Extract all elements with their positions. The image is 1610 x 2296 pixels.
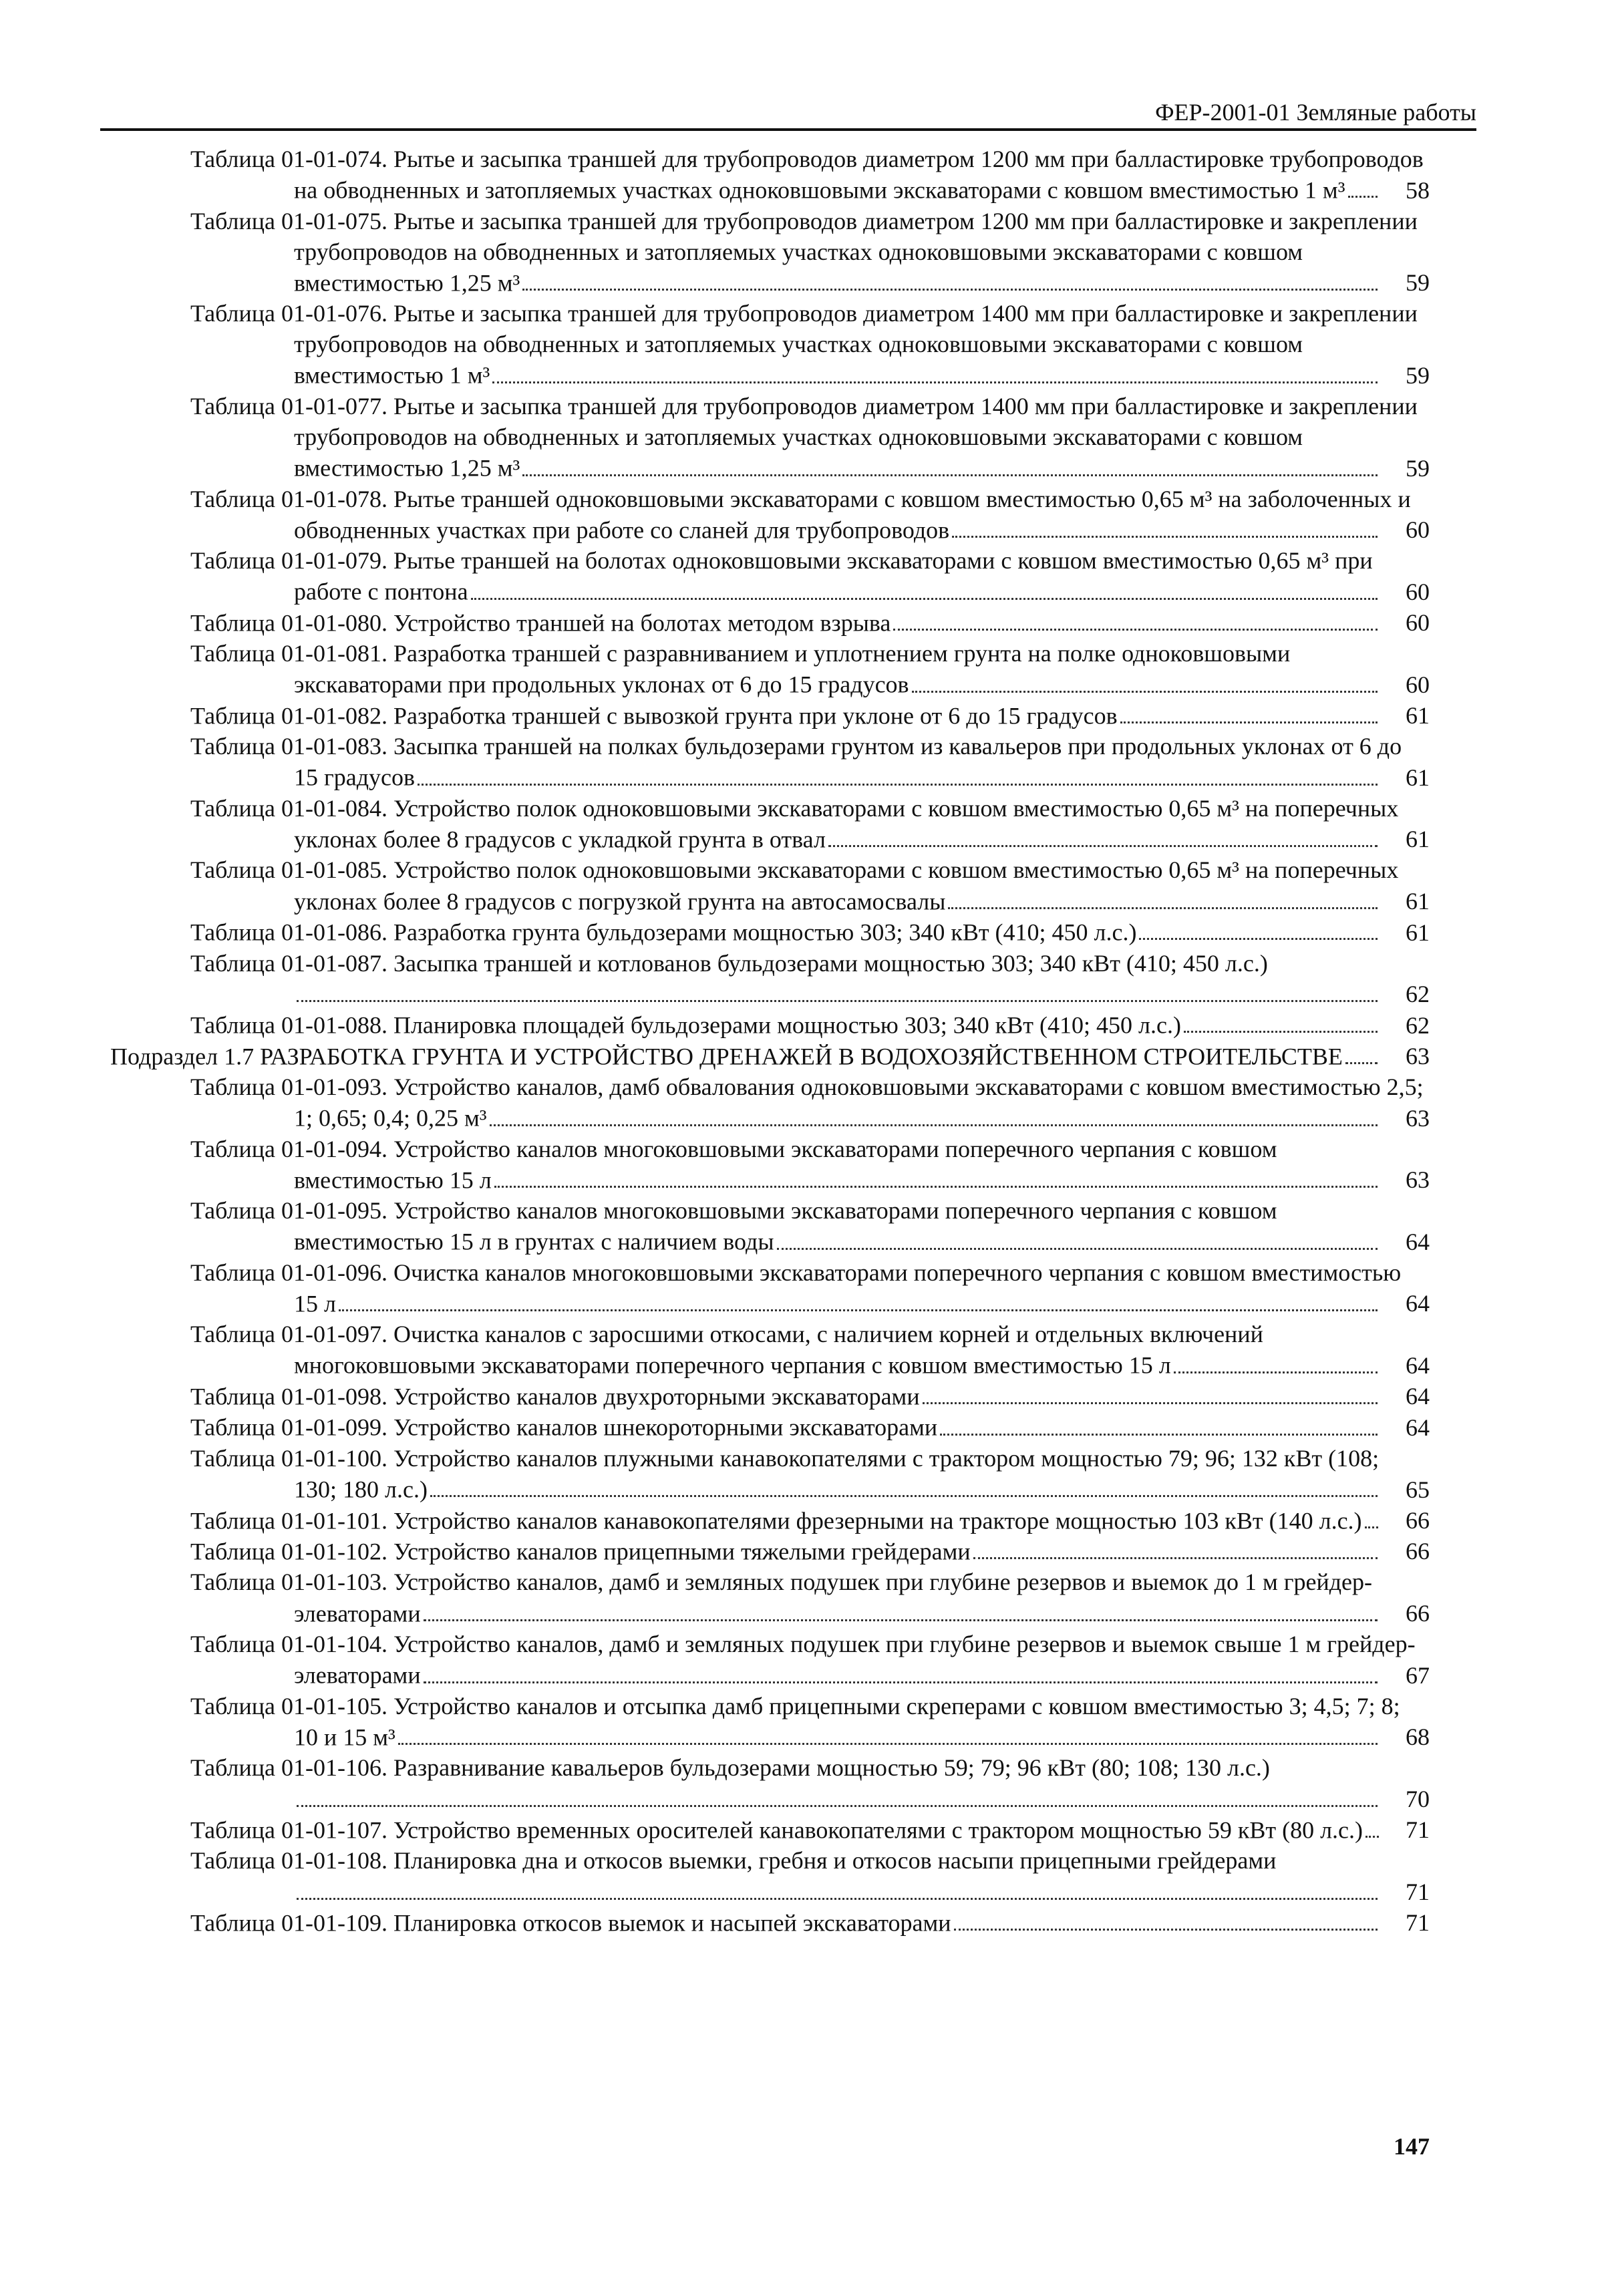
toc-entry-page: 71 (1406, 1878, 1430, 1905)
toc-entry-title: Таблица 01-01-105. Устройство каналов и отсыпка дамб прицепными скреперами с ковшом вместимостью 3; 4,5; 7; 8; 10 и 15 м³ (190, 1692, 1400, 1751)
toc-entry-page: 68 (1406, 1724, 1430, 1751)
dot-leader (297, 979, 1378, 1002)
dot-leader (398, 1721, 1378, 1745)
toc-entry-page: 63 (1406, 1104, 1430, 1132)
toc-entry-page: 63 (1406, 1166, 1430, 1194)
toc-entry-page: 65 (1406, 1476, 1430, 1503)
toc-entry-title: Таблица 01-01-076. Рытье и засыпка траншей для трубопроводов диаметром 1400 мм при балластировке и закреплении трубопроводов на обводненных и затопляемых участках одноковшовыми экскаваторами с ковшом вместимостью 1 м³ (190, 300, 1418, 389)
dot-leader (973, 1536, 1378, 1559)
toc-entry-title: Таблица 01-01-102. Устройство каналов прицепными тяжелыми грейдерами (190, 1538, 971, 1565)
toc-entry-page: 60 (1406, 578, 1430, 605)
toc-table-entry[interactable] (0, 1381, 1610, 1412)
toc-table-entry[interactable] (0, 1443, 1610, 1505)
toc-table-entry[interactable] (0, 607, 1610, 638)
toc-entry-title: Таблица 01-01-107. Устройство временных оросителей канавокопателями с трактором мощностью 59 кВт (80 л.с.) (190, 1816, 1363, 1844)
toc-table-entry[interactable] (0, 1567, 1610, 1629)
toc-entry-page: 60 (1406, 516, 1430, 544)
toc-entry-title: Таблица 01-01-095. Устройство каналов многоковшовыми экскаваторами поперечного черпания с ковшом вместимостью 15 л в грунтах с наличием воды (190, 1197, 1277, 1255)
toc-table-entry[interactable] (0, 1319, 1610, 1381)
toc-table-entry[interactable] (0, 298, 1610, 391)
toc-entry-title: Таблица 01-01-079. Рытье траншей на болотах одноковшовыми экскаваторами с ковшом вместимостью 0,65 м³ при работе с понтона (190, 547, 1373, 605)
toc-entry-page: 70 (1406, 1785, 1430, 1812)
toc-entry-title: Таблица 01-01-081. Разработка траншей с разравниванием и уплотнением грунта на полке одноковшовыми экскаваторами при продольных уклонах от 6 до 15 градусов (190, 640, 1291, 698)
toc-table-entry[interactable] (0, 144, 1610, 206)
toc-table-entry[interactable] (0, 638, 1610, 700)
toc-table-entry[interactable] (0, 1536, 1610, 1567)
toc-entry-title: Таблица 01-01-108. Планировка дна и откосов выемки, гребня и откосов насыпи прицепными грейдерами (190, 1847, 1277, 1874)
dot-leader (1345, 1041, 1378, 1064)
dot-leader (1184, 1009, 1378, 1033)
toc-entry-title: Таблица 01-01-096. Очистка каналов многоковшовыми экскаваторами поперечного черпания с ковшом вместимостью 15 л (190, 1259, 1402, 1317)
dot-leader (522, 452, 1378, 476)
table-of-contents (0, 144, 1610, 1938)
toc-entry-page: 61 (1406, 888, 1430, 915)
toc-table-entry[interactable] (0, 545, 1610, 607)
toc-entry-page: 64 (1406, 1351, 1430, 1379)
dot-leader (418, 762, 1378, 785)
toc-entry-title: Таблица 01-01-101. Устройство каналов канавокопателями фрезерными на тракторе мощностью 103 кВт (140 л.с.) (190, 1506, 1362, 1534)
toc-table-entry[interactable] (0, 731, 1610, 793)
toc-entry-title: Таблица 01-01-074. Рытье и засыпка траншей для трубопроводов диаметром 1200 мм при балластировке трубопроводов на обводненных и затопляемых участках одноковшовыми экскаваторами с ковшом вместимостью 1 м³ (190, 146, 1424, 204)
dot-leader (1120, 700, 1378, 723)
toc-table-entry[interactable] (0, 1629, 1610, 1691)
toc-entry-page: 61 (1406, 919, 1430, 946)
dot-leader (424, 1598, 1378, 1621)
toc-entry-title: Таблица 01-01-100. Устройство каналов плужными канавокопателями с трактором мощностью 79; 96; 132 кВт (108; 130; 180 л.с.) (190, 1444, 1380, 1503)
toc-entry-title: Таблица 01-01-083. Засыпка траншей на полках бульдозерами грунтом из кавальеров при продольных уклонах от 6 до 15 градусов (190, 733, 1402, 791)
toc-table-entry[interactable] (0, 1134, 1610, 1196)
toc-entry-page: 61 (1406, 764, 1430, 791)
dot-leader (1348, 174, 1378, 198)
toc-table-entry[interactable] (0, 1752, 1610, 1814)
toc-entry-page: 59 (1406, 269, 1430, 297)
toc-table-entry[interactable] (0, 854, 1610, 917)
toc-entry-page: 60 (1406, 671, 1430, 698)
dot-leader (948, 886, 1378, 909)
toc-table-entry[interactable] (0, 391, 1610, 484)
toc-entry-title: Таблица 01-01-099. Устройство каналов шнекороторными экскаваторами (190, 1414, 938, 1441)
dot-leader (471, 576, 1378, 599)
toc-entry-page: 64 (1406, 1228, 1430, 1255)
toc-entry-title: Таблица 01-01-078. Рытье траншей одноковшовыми экскаваторами с ковшом вместимостью 0,65 м³ на заболоченных и обводненных участках при работе со сланей для трубопроводов (190, 485, 1411, 544)
toc-entry-page: 67 (1406, 1661, 1430, 1689)
toc-entry-page: 71 (1406, 1816, 1430, 1844)
toc-table-entry[interactable] (0, 1072, 1610, 1134)
dot-leader (912, 669, 1378, 692)
toc-table-entry[interactable] (0, 1691, 1610, 1753)
toc-entry-page: 64 (1406, 1414, 1430, 1441)
toc-entry-title: Таблица 01-01-098. Устройство каналов двухроторными экскаваторами (190, 1383, 920, 1410)
toc-table-entry[interactable] (0, 1195, 1610, 1257)
dot-leader (430, 1474, 1378, 1497)
toc-entry-page: 61 (1406, 826, 1430, 853)
toc-entry-page: 60 (1406, 609, 1430, 637)
toc-entry-page: 66 (1406, 1600, 1430, 1627)
toc-entry-page: 66 (1406, 1506, 1430, 1534)
dot-leader (424, 1659, 1378, 1683)
toc-entry-page: 62 (1406, 981, 1430, 1008)
toc-entry-page: 64 (1406, 1290, 1430, 1317)
toc-entry-title: Таблица 01-01-088. Планировка площадей бульдозерами мощностью 303; 340 кВт (410; 450 л.с.) (190, 1011, 1181, 1039)
toc-table-entry[interactable] (0, 206, 1610, 299)
toc-entry-title: Таблица 01-01-084. Устройство полок одноковшовыми экскаваторами с ковшом вместимостью 0,65 м³ на поперечных уклонах более 8 градусов с укладкой грунта в отвал (190, 794, 1399, 853)
toc-table-entry[interactable] (0, 917, 1610, 947)
dot-leader (1174, 1349, 1378, 1373)
toc-entry-title: Таблица 01-01-097. Очистка каналов с заросшими откосами, с наличием корней и отдельных включений многоковшовыми экскаваторами поперечного черпания с ковшом вместимостью 15 л (190, 1321, 1263, 1379)
toc-table-entry[interactable] (0, 1814, 1610, 1845)
running-header (100, 94, 1476, 131)
toc-entry-title: Таблица 01-01-086. Разработка грунта бульдозерами мощностью 303; 340 кВт (410; 450 л.с.) (190, 919, 1137, 946)
toc-entry-page: 58 (1406, 176, 1430, 204)
toc-table-entry[interactable] (0, 1412, 1610, 1442)
toc-table-entry[interactable] (0, 484, 1610, 546)
toc-entry-page: 71 (1406, 1909, 1430, 1937)
header-title: ФЕР-2001-01 Земляные работы (1155, 99, 1476, 126)
dot-leader (940, 1412, 1378, 1435)
toc-entry-title: Таблица 01-01-077. Рытье и засыпка траншей для трубопроводов диаметром 1400 мм при балластировке и закреплении трубопроводов на обводненных и затопляемых участках одноковшовыми экскаваторами с ковшом вместимостью 1,25 м³ (190, 392, 1418, 482)
dot-leader (1365, 1505, 1378, 1528)
dot-leader (923, 1381, 1378, 1404)
toc-entry-title: Таблица 01-01-087. Засыпка траншей и котлованов бульдозерами мощностью 303; 340 кВт (410; 450 л.с.) (190, 949, 1268, 977)
dot-leader (777, 1226, 1378, 1249)
toc-entry-title: Таблица 01-01-075. Рытье и засыпка траншей для трубопроводов диаметром 1200 мм при балластировке и закреплении трубопроводов на обводненных и затопляемых участках одноковшовыми экскаваторами с ковшом вместимостью 1,25 м³ (190, 207, 1418, 297)
dot-leader (494, 1164, 1378, 1188)
toc-table-entry[interactable] (0, 1907, 1610, 1938)
dot-leader (297, 1876, 1378, 1899)
dot-leader (952, 514, 1378, 538)
toc-entry-title: Таблица 01-01-082. Разработка траншей с вывозкой грунта при уклоне от 6 до 15 градусов (190, 702, 1118, 729)
dot-leader (893, 607, 1378, 631)
toc-table-entry[interactable] (0, 700, 1610, 731)
toc-entry-title: Таблица 01-01-103. Устройство каналов, дамб и земляных подушек при глубине резервов и выемок до 1 м грейдер-элеваторами (190, 1569, 1373, 1627)
dot-leader (492, 359, 1378, 383)
dot-leader (1365, 1814, 1379, 1838)
toc-entry-title: Таблица 01-01-094. Устройство каналов многоковшовыми экскаваторами поперечного черпания с ковшом вместимостью 15 л (190, 1135, 1277, 1194)
toc-table-entry[interactable] (0, 1009, 1610, 1040)
toc-entry-page: 64 (1406, 1383, 1430, 1410)
page-number: 147 (1394, 2133, 1430, 2160)
dot-leader (297, 1783, 1378, 1806)
toc-entry-title: Таблица 01-01-109. Планировка откосов выемок и насыпей экскаваторами (190, 1909, 951, 1937)
toc-table-entry[interactable] (0, 1257, 1610, 1319)
dot-leader (522, 267, 1378, 291)
toc-entry-page: 59 (1406, 454, 1430, 482)
dot-leader (954, 1907, 1378, 1931)
toc-table-entry[interactable] (0, 948, 1610, 1010)
toc-table-entry[interactable] (0, 793, 1610, 855)
dot-leader (1139, 917, 1378, 940)
toc-table-entry[interactable] (0, 1505, 1610, 1536)
toc-entry-title: Таблица 01-01-104. Устройство каналов, дамб и земляных подушек при глубине резервов и выемок свыше 1 м грейдер-элеваторами (190, 1631, 1416, 1689)
toc-table-entry[interactable] (0, 1845, 1610, 1907)
toc-entry-title: Таблица 01-01-106. Разравнивание кавальеров бульдозерами мощностью 59; 79; 96 кВт (80; 108; 130 л.с.) (190, 1754, 1270, 1782)
toc-entry-page: 59 (1406, 361, 1430, 389)
toc-entry-title: Подраздел 1.7 РАЗРАБОТКА ГРУНТА И УСТРОЙСТВО ДРЕНАЖЕЙ В ВОДОХОЗЯЙСТВЕННОМ СТРОИТЕЛЬСТВЕ (110, 1042, 1343, 1070)
toc-entry-page: 62 (1406, 1011, 1430, 1039)
dot-leader (828, 824, 1378, 847)
toc-entry-title: Таблица 01-01-093. Устройство каналов, дамб обвалования одноковшовыми экскаваторами с ковшом вместимостью 2,5; 1; 0,65; 0,4; 0,25 м³ (190, 1074, 1424, 1132)
toc-entry-title: Таблица 01-01-085. Устройство полок одноковшовыми экскаваторами с ковшом вместимостью 0,65 м³ на поперечных уклонах более 8 градусов с погрузкой грунта на автосамосвалы (190, 856, 1399, 915)
dot-leader (339, 1288, 1378, 1311)
dot-leader (490, 1102, 1378, 1126)
toc-entry-title: Таблица 01-01-080. Устройство траншей на болотах методом взрыва (190, 609, 891, 637)
toc-entry-page: 61 (1406, 702, 1430, 729)
toc-entry-page: 63 (1406, 1043, 1430, 1070)
toc-entry-page: 66 (1406, 1538, 1430, 1565)
toc-subsection-entry[interactable] (0, 1041, 1610, 1072)
